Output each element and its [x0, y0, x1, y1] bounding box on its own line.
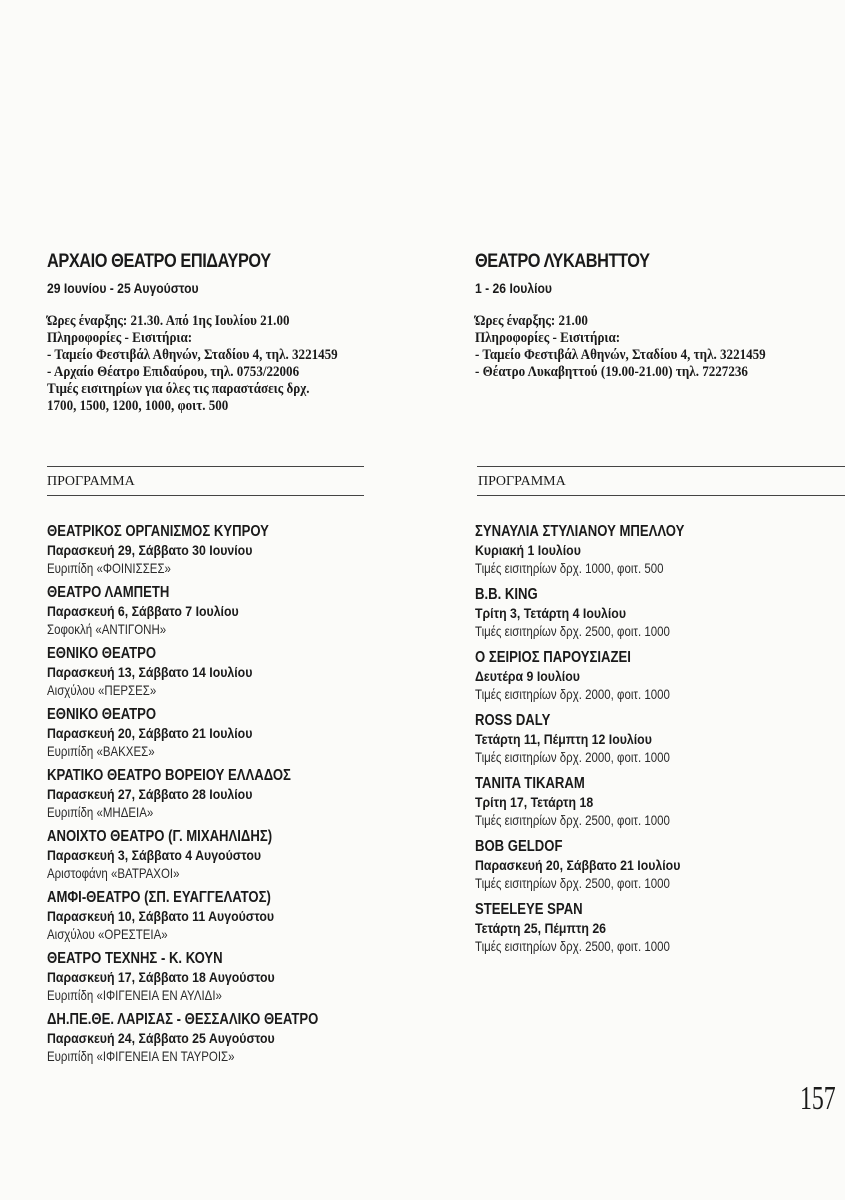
entry-title: ΘΕΑΤΡΙΚΟΣ ΟΡΓΑΝΙΣΜΟΣ ΚΥΠΡΟΥ	[47, 523, 269, 540]
entry-prices: Τιμές εισιτηρίων δρχ. 2000, φοιτ. 1000	[475, 749, 670, 765]
program-entry	[47, 522, 377, 577]
right-venue-info	[475, 313, 845, 381]
program-entry	[47, 583, 377, 638]
entry-title: TANITA TIKARAM	[475, 775, 585, 792]
program-entry	[475, 711, 845, 766]
entry-work: Αισχύλου «ΟΡΕΣΤΕΙΑ»	[47, 926, 168, 942]
page-number: 157	[800, 1080, 836, 1117]
entry-dates: Παρασκευή 13, Σάββατο 14 Ιουλίου	[47, 664, 253, 680]
program-entry	[47, 705, 377, 760]
entry-dates: Κυριακή 1 Ιουλίου	[475, 542, 581, 558]
program-entry	[47, 827, 377, 882]
left-program-list	[47, 522, 377, 1071]
entry-dates: Παρασκευή 20, Σάββατο 21 Ιουλίου	[47, 725, 253, 741]
entry-dates: Τρίτη 3, Τετάρτη 4 Ιουλίου	[475, 605, 627, 621]
left-section-rule-top	[47, 466, 364, 467]
info-line: Ώρες έναρξης: 21.30. Από 1ης Ιουλίου 21.00	[47, 313, 290, 329]
entry-title: ΣΥΝΑΥΛΙΑ ΣΤΥΛΙΑΝΟΥ ΜΠΕΛΛΟΥ	[475, 523, 685, 540]
entry-title: ΑΜΦΙ-ΘΕΑΤΡΟ (ΣΠ. ΕΥΑΓΓΕΛΑΤΟΣ)	[47, 889, 271, 906]
entry-work: Ευριπίδη «ΙΦΙΓΕΝΕΙΑ ΕΝ ΤΑΥΡΟΙΣ»	[47, 1048, 235, 1064]
entry-prices: Τιμές εισιτηρίων δρχ. 2500, φοιτ. 1000	[475, 875, 670, 891]
entry-title: ΕΘΝΙΚΟ ΘΕΑΤΡΟ	[47, 645, 157, 662]
left-venue-block	[47, 250, 367, 415]
entry-prices: Τιμές εισιτηρίων δρχ. 2500, φοιτ. 1000	[475, 938, 670, 954]
entry-title: B.B. KING	[475, 586, 538, 603]
entry-dates: Τετάρτη 25, Πέμπτη 26	[475, 920, 607, 936]
entry-prices: Τιμές εισιτηρίων δρχ. 2000, φοιτ. 1000	[475, 686, 670, 702]
info-line: - Ταμείο Φεστιβάλ Αθηνών, Σταδίου 4, τηλ. 3221459	[475, 347, 766, 363]
entry-dates: Δευτέρα 9 Ιουλίου	[475, 668, 580, 684]
entry-dates: Παρασκευή 6, Σάββατο 7 Ιουλίου	[47, 603, 239, 619]
info-line: Ώρες έναρξης: 21.00	[475, 313, 588, 329]
entry-title: ΑΝΟΙΧΤΟ ΘΕΑΤΡΟ (Γ. ΜΙΧΑΗΛΙΔΗΣ)	[47, 828, 273, 845]
right-section-rule-top	[477, 466, 845, 467]
entry-dates: Παρασκευή 24, Σάββατο 25 Αυγούστου	[47, 1030, 275, 1046]
right-section-rule-bottom	[477, 495, 845, 496]
entry-title: ΚΡΑΤΙΚΟ ΘΕΑΤΡΟ ΒΟΡΕΙΟΥ ΕΛΛΑΔΟΣ	[47, 767, 291, 784]
entry-work: Σοφοκλή «ΑΝΤΙΓΟΝΗ»	[47, 621, 167, 637]
right-program-heading: ΠΡΟΓΡΑΜΜΑ	[478, 474, 566, 489]
info-line: Πληροφορίες - Εισιτήρια:	[47, 330, 193, 346]
entry-work: Αισχύλου «ΠΕΡΣΕΣ»	[47, 682, 157, 698]
entry-title: ΕΘΝΙΚΟ ΘΕΑΤΡΟ	[47, 706, 157, 723]
program-entry	[47, 888, 377, 943]
info-line: Πληροφορίες - Εισιτήρια:	[475, 330, 621, 346]
entry-work: Ευριπίδη «ΙΦΙΓΕΝΕΙΑ ΕΝ ΑΥΛΙΔΙ»	[47, 987, 222, 1003]
entry-title: ΔΗ.ΠΕ.ΘΕ. ΛΑΡΙΣΑΣ - ΘΕΣΣΑΛΙΚΟ ΘΕΑΤΡΟ	[47, 1011, 319, 1028]
entry-title: ΘΕΑΤΡΟ ΤΕΧΝΗΣ - Κ. ΚΟΥΝ	[47, 950, 223, 967]
entry-title: Ο ΣΕΙΡΙΟΣ ΠΑΡΟΥΣΙΑΖΕΙ	[475, 649, 631, 666]
entry-dates: Παρασκευή 10, Σάββατο 11 Αυγούστου	[47, 908, 275, 924]
entry-title: BOB GELDOF	[475, 838, 563, 855]
info-line: - Αρχαίο Θέατρο Επιδαύρου, τηλ. 0753/22006	[47, 364, 300, 380]
left-venue-title: ΑΡΧΑΙΟ ΘΕΑΤΡΟ ΕΠΙΔΑΥΡΟΥ	[47, 251, 271, 272]
program-entry	[47, 1010, 377, 1065]
program-entry	[475, 585, 845, 640]
right-venue-title: ΘΕΑΤΡΟ ΛΥΚΑΒΗΤΤΟΥ	[475, 251, 650, 272]
left-program-heading: ΠΡΟΓΡΑΜΜΑ	[47, 474, 135, 489]
program-entry	[475, 837, 845, 892]
entry-dates: Παρασκευή 17, Σάββατο 18 Αυγούστου	[47, 969, 275, 985]
entry-title: ROSS DALY	[475, 712, 551, 729]
right-venue-dates: 1 - 26 Ιουλίου	[475, 281, 552, 296]
program-entry	[475, 522, 845, 577]
entry-dates: Παρασκευή 29, Σάββατο 30 Ιουνίου	[47, 542, 253, 558]
program-entry	[475, 648, 845, 703]
entry-work: Ευριπίδη «ΦΟΙΝΙΣΣΕΣ»	[47, 560, 171, 576]
program-entry	[47, 949, 377, 1004]
info-line: - Θέατρο Λυκαβηττού (19.00-21.00) τηλ. 7227236	[475, 364, 748, 380]
info-line: Τιμές εισιτηρίων για όλες τις παραστάσεις δρχ.	[47, 381, 310, 397]
entry-dates: Παρασκευή 27, Σάββατο 28 Ιουλίου	[47, 786, 253, 802]
program-entry	[475, 774, 845, 829]
entry-dates: Τετάρτη 11, Πέμπτη 12 Ιουλίου	[475, 731, 652, 747]
entry-prices: Τιμές εισιτηρίων δρχ. 1000, φοιτ. 500	[475, 560, 664, 576]
right-program-list	[475, 522, 845, 963]
entry-dates: Παρασκευή 20, Σάββατο 21 Ιουλίου	[475, 857, 681, 873]
left-venue-info	[47, 313, 367, 415]
entry-work: Ευριπίδη «ΒΑΚΧΕΣ»	[47, 743, 155, 759]
program-entry	[47, 644, 377, 699]
left-section-rule-bottom	[47, 495, 364, 496]
entry-title: STEELEYE SPAN	[475, 901, 583, 918]
info-line: - Ταμείο Φεστιβάλ Αθηνών, Σταδίου 4, τηλ. 3221459	[47, 347, 338, 363]
entry-prices: Τιμές εισιτηρίων δρχ. 2500, φοιτ. 1000	[475, 623, 670, 639]
program-entry	[47, 766, 377, 821]
entry-dates: Παρασκευή 3, Σάββατο 4 Αυγούστου	[47, 847, 262, 863]
left-venue-dates: 29 Ιουνίου - 25 Αυγούστου	[47, 281, 199, 296]
program-entry	[475, 900, 845, 955]
info-line: 1700, 1500, 1200, 1000, φοιτ. 500	[47, 398, 229, 414]
entry-work: Ευριπίδη «ΜΗΔΕΙΑ»	[47, 804, 154, 820]
entry-work: Αριστοφάνη «ΒΑΤΡΑΧΟΙ»	[47, 865, 180, 881]
entry-title: ΘΕΑΤΡΟ ΛΑΜΠΕΤΗ	[47, 584, 170, 601]
entry-prices: Τιμές εισιτηρίων δρχ. 2500, φοιτ. 1000	[475, 812, 670, 828]
right-venue-block	[475, 250, 845, 381]
entry-dates: Τρίτη 17, Τετάρτη 18	[475, 794, 594, 810]
